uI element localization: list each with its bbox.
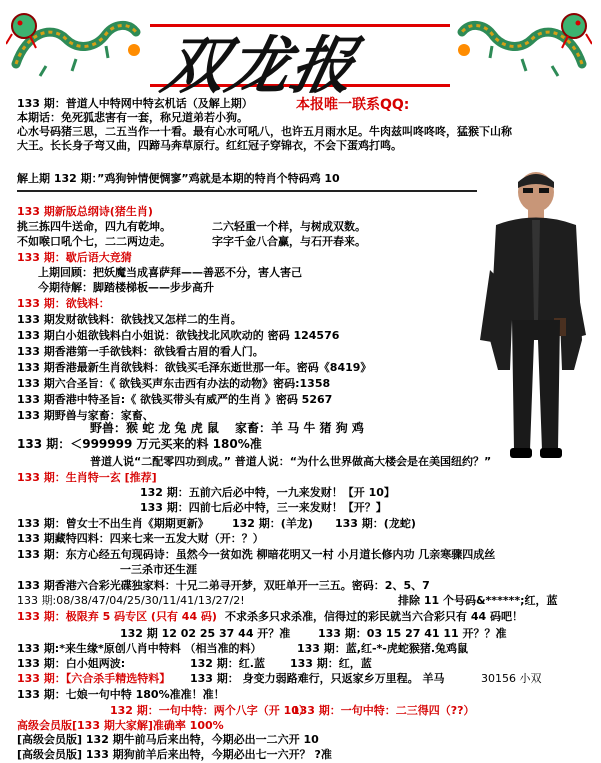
- qianqian-line-3: 133 期香港最新生肖欲钱料：欲钱买毛泽东逝世那一年。密码《8419》: [17, 361, 372, 374]
- kill-heading: 133 期：极限弃 5 码专区 (只有 44 码): [17, 610, 217, 623]
- qianqian-line-5: 133 期香港中特圣旨:《 欲钱买带头有威严的生肖 》密码 5267: [17, 393, 333, 406]
- right-dragon-icon: [452, 4, 592, 86]
- intro-line-5: 解上期 132 期：”鸡狗钟情便惆寥”鸡就是本期的特肖个特码鸡 10: [17, 172, 340, 185]
- poem-line-1a: 挑三拣四牛送命，四九有乾坤。: [17, 220, 171, 233]
- intro-line-4: 大王。长长身子弯又曲，四蹄马奔草原行。红红冠子穿锦衣，不会下蛋鸡打鸣。: [17, 139, 402, 152]
- kill-line-1a: 132 期 12 02 25 37 44 开？准: [120, 627, 291, 640]
- qianqian-line-4: 133 期六合圣旨：《 欲钱买声东击西有办法的动物》密码:1358: [17, 377, 331, 390]
- kill-line-3c: 133 期：红，蓝: [290, 657, 372, 670]
- riddle-heading: 133 期：歇后语大竞猜: [17, 251, 132, 264]
- kill-line-2b: 133 期：蓝,红-*-虎蛇猴猪.兔鸡鼠: [297, 642, 469, 655]
- kill-line-3a: 133 期：白小姐两波:: [17, 657, 126, 670]
- contact-qq: 本报唯一联系QQ:: [296, 97, 410, 113]
- putong-line: 普道人说“二配零四功到成。” 普道人说：“为什么世界做高大楼会是在美国纽约？”: [90, 455, 492, 468]
- domestic-animals-row: [235, 422, 364, 435]
- poem-line-2b: 字字千金八合赢，与石开春来。: [212, 235, 366, 248]
- left-dragon-icon: [6, 4, 146, 86]
- qianqian-line-0: 133 期发财欲钱料：欲钱找又怎样二的生肖。: [17, 313, 242, 326]
- section-divider: [17, 190, 477, 192]
- qianqian-line-1: 133 期白小姐欲钱料白小姐说：欲钱找北风吹动的 密码 124576: [17, 329, 340, 342]
- wild-label: 野兽：: [90, 421, 127, 435]
- domestic-label: 家畜：: [235, 421, 272, 435]
- vip-line-2: [高级会员版] 133 期狗前羊后来出特，今期必出七一六开？ ?准: [17, 748, 332, 761]
- poem-line-1b: 二六轻重一个样，与树成双数。: [212, 220, 366, 233]
- shengte-line-3b: 132 期：(羊龙): [232, 517, 313, 530]
- poem-heading: 133 期新版总纲诗(猪生肖): [17, 205, 153, 218]
- shengte-line-5: 133 期：东方心经五句现码诗：虽然今一贫如洗 柳暗花明又一村 小月道长修内功 几亲寒骤四成丝: [17, 548, 496, 561]
- masthead-title: 双龙报: [156, 29, 364, 102]
- vip-line-1: [高级会员版] 132 期牛前马后来出特，今期必出一二六开 10: [17, 733, 319, 746]
- domestic-values: 羊 马 牛 猪 狗 鸡: [271, 421, 364, 435]
- qianqian-line-6: 133 期野兽与家畜：家畜、: [17, 409, 154, 422]
- qianqian-heading: 133 期：欲钱料：: [17, 297, 110, 310]
- kill-line-3b: 132 期：红.蓝: [190, 657, 265, 670]
- intro-line-1: 133 期：普道人中特网中特玄机话（及解上期）: [17, 97, 253, 110]
- qianqian-line-2: 133 期香港第一手欲钱料：欲钱看古眉的看人门。: [17, 345, 264, 358]
- kill-line-6a: 132 期：一句中特：两个八字（开 10）: [110, 704, 310, 717]
- shengte-line-6: 一三杀市还生涯: [120, 563, 197, 576]
- shengte-line-8b: 排除 11 个号码&******;红，蓝: [398, 594, 558, 607]
- kill-line-5: 133 期：七娘一句中特 180%准准！准！: [17, 688, 225, 701]
- shengte-line-7: 133 期香港六合彩光碟独家料：十兄二弟寻开梦，双旺单开一三五。密码：2、5、7: [17, 579, 430, 592]
- intro-line-3: 心水号码猪三思，二五当作一十看。最有心水可吼八，也许五月雨水足。牛肉兹叫咚咚咚，猛猴下山称: [17, 125, 512, 138]
- shengte-line-4: 133 期藏特四料：四来七来一五发大财（开：？）: [17, 532, 264, 545]
- kill-text: 不求杀多只求杀准，信得过的彩民就当六合彩只有 44 码吧！: [225, 610, 523, 623]
- shengte-line-3a: 133 期：曾女士不出生肖《期期更新》: [17, 517, 209, 530]
- man-in-suit-photo: [476, 170, 588, 470]
- kill-line-4a: [17, 672, 170, 685]
- masthead-banner: [0, 0, 601, 102]
- kill-line-1b: 133 期：03 15 27 41 11 开？？准: [318, 627, 507, 640]
- riddle-line-1: 上期回顾：把妖魔当成喜萨拜——善恶不分，害人害己: [38, 266, 302, 279]
- riddle-line-2: 今期待解：脚踏楼梯板——步步高升: [38, 281, 214, 294]
- intro-line-2: 本期话：免死狐悲害有一套，称兄道弟若小狗。: [17, 111, 248, 124]
- poem-line-2a: 不如喉口吼个七，二二两边走。: [17, 235, 171, 248]
- wild-values: 猴 蛇 龙 兔 虎 鼠: [126, 421, 219, 435]
- kill-line-4a-label: 133 期：【六合杀手精选特料】: [17, 672, 171, 685]
- kill-line-6b: 133 期：一句中特：二三得四（??）: [292, 704, 475, 717]
- kill-line-4c: 30156 小双: [481, 672, 542, 685]
- vip-heading: 高级会员版[133 期大家解]准确率 100%: [17, 719, 224, 732]
- shengte-line-3c: 133 期：(龙蛇): [335, 517, 416, 530]
- kill-line-2a: 133 期:*来生缘*原创八肖中特料 （相当准的料）: [17, 642, 262, 655]
- shengte-line-2: 133 期：四前七后必中特，三一来发财！【开？】: [140, 501, 387, 514]
- price-line: 133 期：＜999999 万元买来的料 180%准: [17, 437, 262, 451]
- shengte-heading: 133 期：生肖特一玄 [推荐]: [17, 471, 157, 484]
- kill-line-4b: 133 期： 身变力弱路难行，只返家乡万里程。 羊马: [190, 672, 445, 685]
- shengte-line-8a: 133 期:08/38/47/04/25/30/11/41/13/27/2!: [17, 594, 245, 607]
- wild-animals-row: [90, 422, 219, 435]
- shengte-line-1: 132 期：五前六后必中特，一九来发财！【开 10】: [140, 486, 395, 499]
